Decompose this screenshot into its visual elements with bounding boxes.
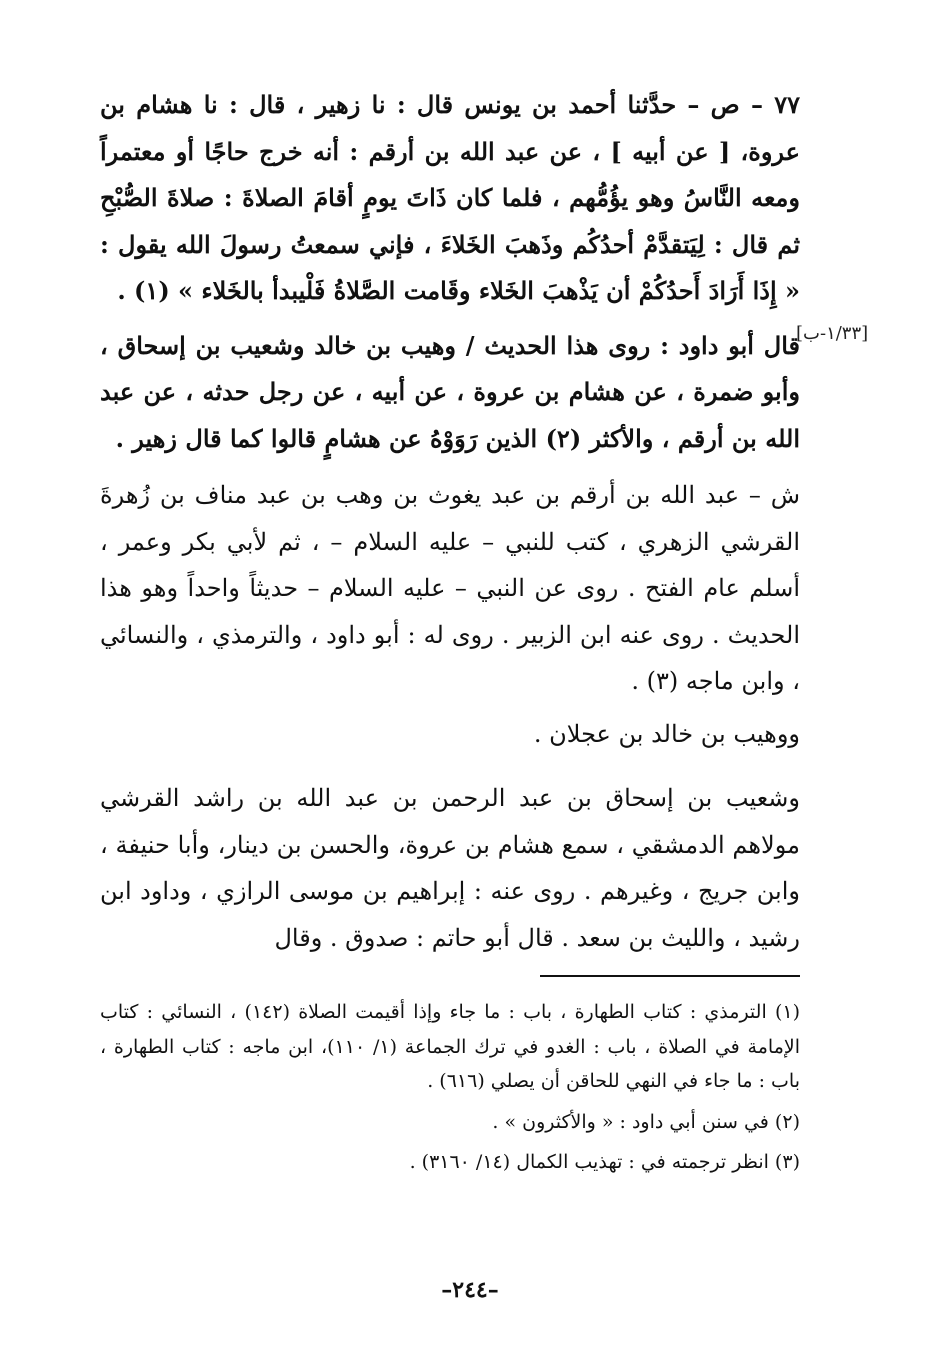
commentary-paragraph-3: وشعيب بن إسحاق بن عبد الرحمن بن عبد الله بن راشد القرشي مولاهم الدمشقي ، سمع هشام بن عروة، والحسن بن دينار، وأبا حنيفة ، وابن جريج ، وغيرهم . روى عنه : إبراهيم بن موسى الرازي ، وداود ابن رشيد ، والليث بن سعد . قال أبو حاتم : صدوق . وقال (100, 784, 800, 952)
abu-dawud-paragraph: قال أبو داود : روى هذا الحديث / وهيب بن خالد وشعيب بن إسحاق ، وأبو ضمرة ، عن هشام بن عروة ، عن أبيه ، عن رجل حدثه ، عن عبد الله بن أرقم ، والأكثر (٢) الذين رَوَوْهُ عن هشامٍ قالوا كما قال زهير . (100, 330, 800, 453)
footnote-1: (١) الترمذي : كتاب الطهارة ، باب : ما جاء وإذا أقيمت الصلاة (١٤٢) ، النسائي : كتاب الإمامة في الصلاة ، باب : الغدو في ترك الجماعة (١/ ١١٠)، ابن ماجه : كتاب الطهارة ، باب : ما جاء في النهي للحاقن أن يصلي (٦١٦) . (100, 1001, 801, 1092)
footnote-3: (٣) انظر ترجمته في : تهذيب الكمال (١٤/ ٣١٦٠) . (409, 1151, 800, 1173)
page-number: –٢٤٤– (441, 1277, 499, 1303)
hadith-77-paragraph: ٧٧ – ص – حدَّثنا أحمد بن يونس قال : نا زهير ، قال : نا هشام بن عروة، [ عن أبيه ] ، عن عبد الله بن أرقم : أنه خرج حاجًا أو معتمراً ومعه النَّاسُ وهو يؤُمُّهم ، فلما كان ذَاتَ يومٍ أقامَ الصلاةَ : صلاةَ الصُّبْحِ ثم قال : لِيَتقدَّمْ أحدُكُم وذَهبَ الخَلاءَ ، فإني سمعتُ رسولَ الله يقول : « إِذَا أَرَادَ أَحدُكُمْ أن يَذْهبَ الخَلاء وقَامت الصَّلاةُ فَلْيبدأ بالخَلاء » (١) . (100, 90, 801, 305)
footnote-divider (540, 975, 800, 977)
page-body (100, 82, 800, 1180)
commentary-paragraph-2: ووهيب بن خالد بن عجلان . (533, 719, 800, 748)
footnote-2: (٢) في سنن أبي داود : « والأكثرون » . (492, 1110, 800, 1133)
commentary-paragraph-1: ش – عبد الله بن أرقم بن عبد يغوث بن وهب بن عبد مناف بن زُهرةَ القرشي الزهري ، كتب للنبي – عليه السلام – ، ثم لأبي بكر وعمر ، أسلم عام الفتح . روى عن النبي – عليه السلام – حديثاً واحداً وهو هذا الحديث . روى عنه ابن الزبير . روى له : أبو داود ، والترمذي ، والنسائي ، وابن ماجه (٣) . (100, 481, 800, 695)
manuscript-folio-note: [١/٣٣-ب] (796, 323, 869, 344)
